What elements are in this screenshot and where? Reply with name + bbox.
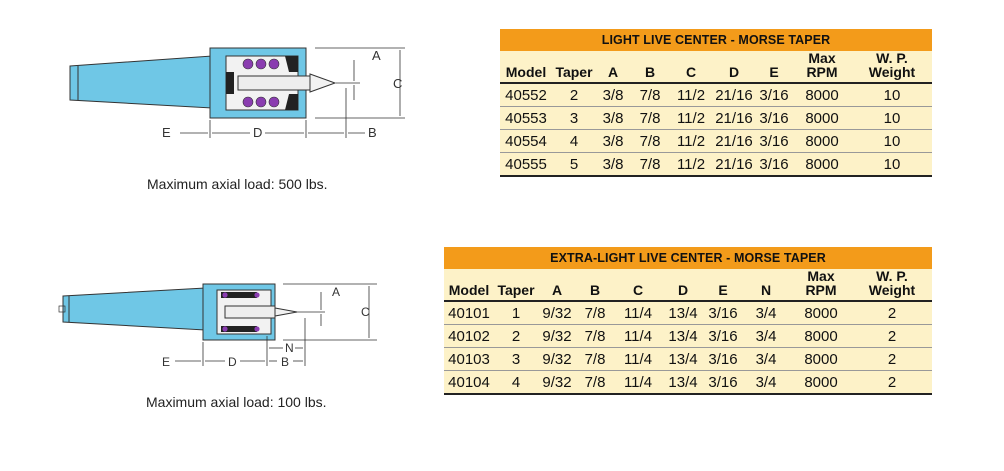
extra-light-live-center-diagram — [55, 278, 395, 373]
col-header-w-p-weight: W. P. Weight — [852, 51, 932, 83]
col-header-e: E — [756, 51, 792, 83]
table-cell: 3/4 — [742, 348, 790, 371]
col-header-taper: Taper — [494, 269, 538, 301]
table-cell: 7/8 — [630, 83, 670, 107]
table-cell: 3/16 — [704, 325, 742, 348]
col-header-taper: Taper — [552, 51, 596, 83]
col-header-b: B — [576, 269, 614, 301]
table-cell: 3/8 — [596, 130, 630, 153]
dim-e-label: E — [162, 355, 171, 369]
col-header-n: N — [742, 269, 790, 301]
col-header-model: Model — [500, 51, 552, 83]
table-cell: 3 — [494, 348, 538, 371]
table-cell: 11/4 — [614, 301, 662, 325]
table-cell: 11/2 — [670, 130, 712, 153]
table-cell: 40102 — [444, 325, 494, 348]
col-header-e: E — [704, 269, 742, 301]
table-cell: 11/4 — [614, 371, 662, 395]
table-cell: 3/16 — [704, 301, 742, 325]
table-cell: 8000 — [792, 153, 852, 177]
table-cell: 40553 — [500, 107, 552, 130]
dim-c-label: C — [361, 305, 370, 319]
table-cell: 11/2 — [670, 153, 712, 177]
table-row — [444, 371, 932, 395]
table-cell: 3/16 — [756, 130, 792, 153]
extra-light-live-center-table — [444, 247, 932, 395]
table-cell: 13/4 — [662, 301, 704, 325]
col-header-d: D — [662, 269, 704, 301]
col-header-c: C — [614, 269, 662, 301]
col-header-model: Model — [444, 269, 494, 301]
table-cell: 5 — [552, 153, 596, 177]
table-cell: 8000 — [792, 107, 852, 130]
table-cell: 3/4 — [742, 325, 790, 348]
light-live-center-table — [500, 29, 932, 177]
table-cell: 8000 — [792, 83, 852, 107]
table-row — [500, 153, 932, 177]
table-cell: 8000 — [790, 301, 852, 325]
table-cell: 11/4 — [614, 325, 662, 348]
table-cell: 10 — [852, 153, 932, 177]
extra-light-table-title: EXTRA-LIGHT LIVE CENTER - MORSE TAPER — [444, 247, 932, 269]
table-cell: 13/4 — [662, 371, 704, 395]
dim-c-label: C — [393, 76, 403, 91]
table-cell: 10 — [852, 107, 932, 130]
col-header-d: D — [712, 51, 756, 83]
col-header-a: A — [538, 269, 576, 301]
col-header-b: B — [630, 51, 670, 83]
table-cell: 2 — [852, 325, 932, 348]
dim-b-label: B — [281, 355, 290, 369]
table-cell: 10 — [852, 130, 932, 153]
col-header-a: A — [596, 51, 630, 83]
table-cell: 13/4 — [662, 348, 704, 371]
table-cell: 40555 — [500, 153, 552, 177]
table-cell: 3/16 — [704, 371, 742, 395]
col-header-max-rpm: Max RPM — [790, 269, 852, 301]
table-cell: 9/32 — [538, 301, 576, 325]
table-row — [444, 301, 932, 325]
table-cell: 3/8 — [596, 107, 630, 130]
dim-d-label: D — [253, 125, 263, 140]
table-cell: 2 — [852, 348, 932, 371]
table-cell: 7/8 — [630, 130, 670, 153]
table-row — [500, 130, 932, 153]
table-cell: 8000 — [792, 130, 852, 153]
light-table-title: LIGHT LIVE CENTER - MORSE TAPER — [500, 29, 932, 51]
table-cell: 8000 — [790, 348, 852, 371]
table-cell: 3/16 — [756, 153, 792, 177]
light-load-caption: Maximum axial load: 500 lbs. — [147, 176, 328, 192]
table-cell: 2 — [494, 325, 538, 348]
table-row — [444, 348, 932, 371]
table-cell: 40101 — [444, 301, 494, 325]
light-header-row — [500, 51, 932, 83]
table-row — [500, 83, 932, 107]
table-cell: 40552 — [500, 83, 552, 107]
light-live-center-diagram — [60, 38, 420, 148]
extra-light-header-row — [444, 269, 932, 301]
table-cell: 7/8 — [576, 371, 614, 395]
table-cell: 3/16 — [756, 83, 792, 107]
table-cell: 7/8 — [576, 348, 614, 371]
table-cell: 2 — [552, 83, 596, 107]
table-cell: 21/16 — [712, 107, 756, 130]
table-cell: 21/16 — [712, 130, 756, 153]
table-cell: 40554 — [500, 130, 552, 153]
table-cell: 11/4 — [614, 348, 662, 371]
table-cell: 3/16 — [704, 348, 742, 371]
table-cell: 4 — [494, 371, 538, 395]
table-cell: 9/32 — [538, 348, 576, 371]
table-cell: 3 — [552, 107, 596, 130]
col-header-w-p-weight: W. P. Weight — [852, 269, 932, 301]
table-cell: 7/8 — [576, 325, 614, 348]
table-cell: 4 — [552, 130, 596, 153]
extra-light-load-caption: Maximum axial load: 100 lbs. — [146, 394, 327, 410]
table-cell: 2 — [852, 301, 932, 325]
table-cell: 9/32 — [538, 371, 576, 395]
table-cell: 7/8 — [576, 301, 614, 325]
dim-b-label: B — [368, 125, 377, 140]
table-cell: 21/16 — [712, 153, 756, 177]
table-cell: 13/4 — [662, 325, 704, 348]
dim-d-label: D — [228, 355, 237, 369]
table-cell: 40104 — [444, 371, 494, 395]
table-cell: 3/8 — [596, 153, 630, 177]
table-cell: 8000 — [790, 325, 852, 348]
table-cell: 7/8 — [630, 107, 670, 130]
dim-a-label: A — [372, 48, 381, 63]
dim-n-label: N — [285, 341, 294, 355]
table-cell: 7/8 — [630, 153, 670, 177]
table-cell: 3/8 — [596, 83, 630, 107]
dim-a-label: A — [332, 285, 341, 299]
table-cell: 10 — [852, 83, 932, 107]
table-cell: 3/4 — [742, 371, 790, 395]
col-header-max-rpm: Max RPM — [792, 51, 852, 83]
table-cell: 11/2 — [670, 107, 712, 130]
table-row — [500, 107, 932, 130]
table-row — [444, 325, 932, 348]
dim-e-label: E — [162, 125, 171, 140]
table-cell: 8000 — [790, 371, 852, 395]
table-cell: 2 — [852, 371, 932, 395]
table-cell: 11/2 — [670, 83, 712, 107]
table-cell: 3/16 — [756, 107, 792, 130]
table-cell: 40103 — [444, 348, 494, 371]
col-header-c: C — [670, 51, 712, 83]
table-cell: 1 — [494, 301, 538, 325]
table-cell: 9/32 — [538, 325, 576, 348]
table-cell: 21/16 — [712, 83, 756, 107]
table-cell: 3/4 — [742, 301, 790, 325]
